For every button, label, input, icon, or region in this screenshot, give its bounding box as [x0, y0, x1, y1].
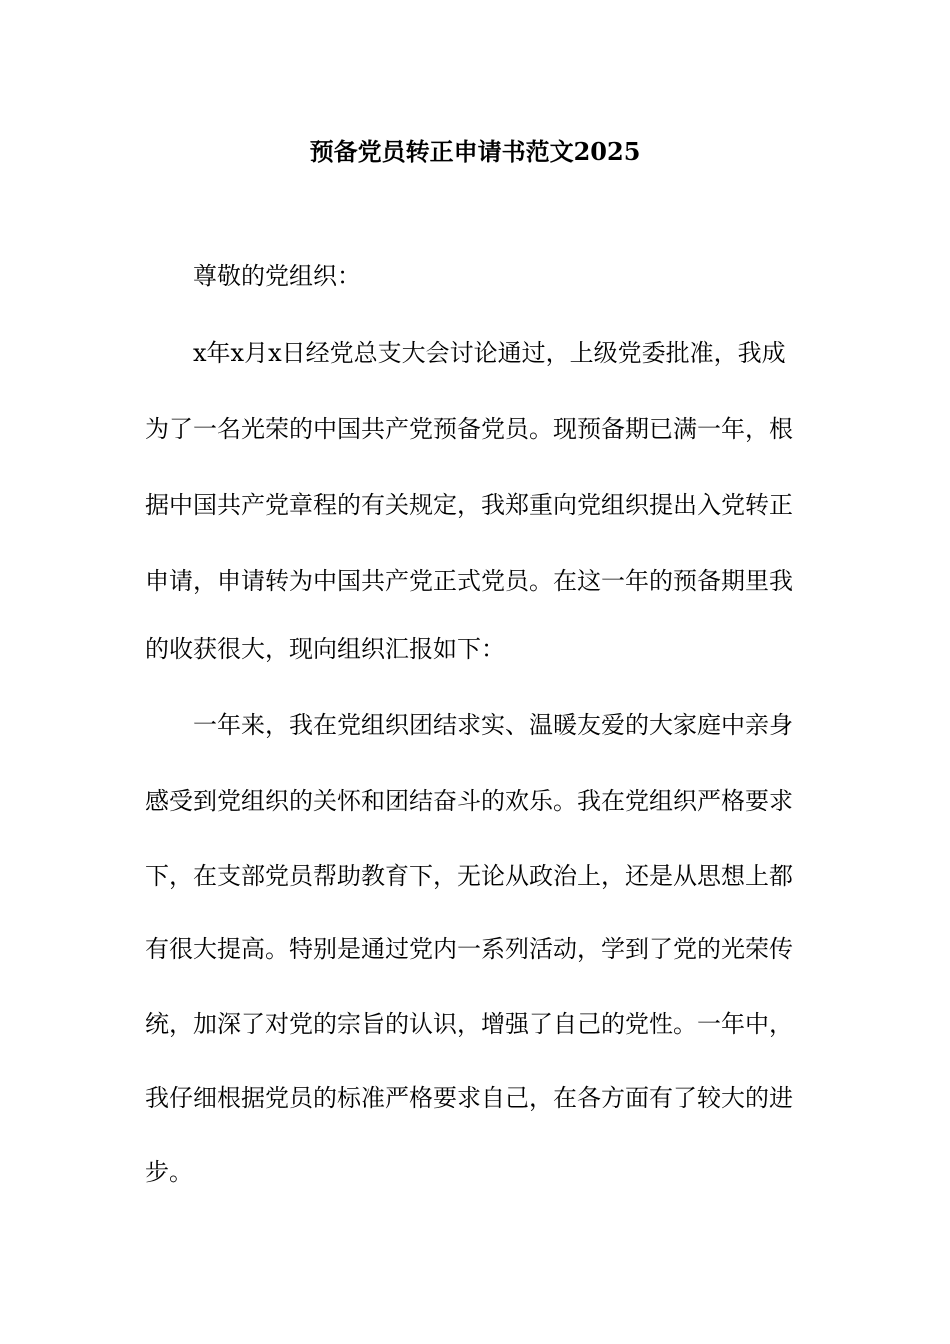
paragraph-1-line-4: 申请，申请转为中国共产党正式党员。在这一年的预备期里我	[145, 567, 793, 595]
paragraph-2-line-4: 有很大提高。特别是通过党内一系列活动，学到了党的光荣传	[145, 935, 793, 963]
paragraph-2-line-5: 统，加深了对党的宗旨的认识，增强了自己的党性。一年中，	[145, 1010, 793, 1038]
salutation: 尊敬的党组织：	[193, 262, 361, 290]
paragraph-2-line-1: 一年来，我在党组织团结求实、温暖友爱的大家庭中亲身	[193, 711, 793, 739]
paragraph-1-line-1: x年x月x日经党总支大会讨论通过，上级党委批准，我成	[193, 339, 786, 367]
paragraph-1-line-3: 据中国共产党章程的有关规定，我郑重向党组织提出入党转正	[145, 491, 793, 519]
paragraph-1-line-5: 的收获很大，现向组织汇报如下：	[145, 635, 505, 663]
paragraph-2-line-2: 感受到党组织的关怀和团结奋斗的欢乐。我在党组织严格要求	[145, 787, 793, 815]
paragraph-2-line-3: 下，在支部党员帮助教育下，无论从政治上，还是从思想上都	[145, 862, 793, 890]
paragraph-2-line-7: 步。	[145, 1158, 193, 1186]
paragraph-2-line-6: 我仔细根据党员的标准严格要求自己，在各方面有了较大的进	[145, 1084, 793, 1112]
document-title: 预备党员转正申请书范文2025	[309, 137, 641, 166]
paragraph-1-line-2: 为了一名光荣的中国共产党预备党员。现预备期已满一年，根	[145, 415, 793, 443]
